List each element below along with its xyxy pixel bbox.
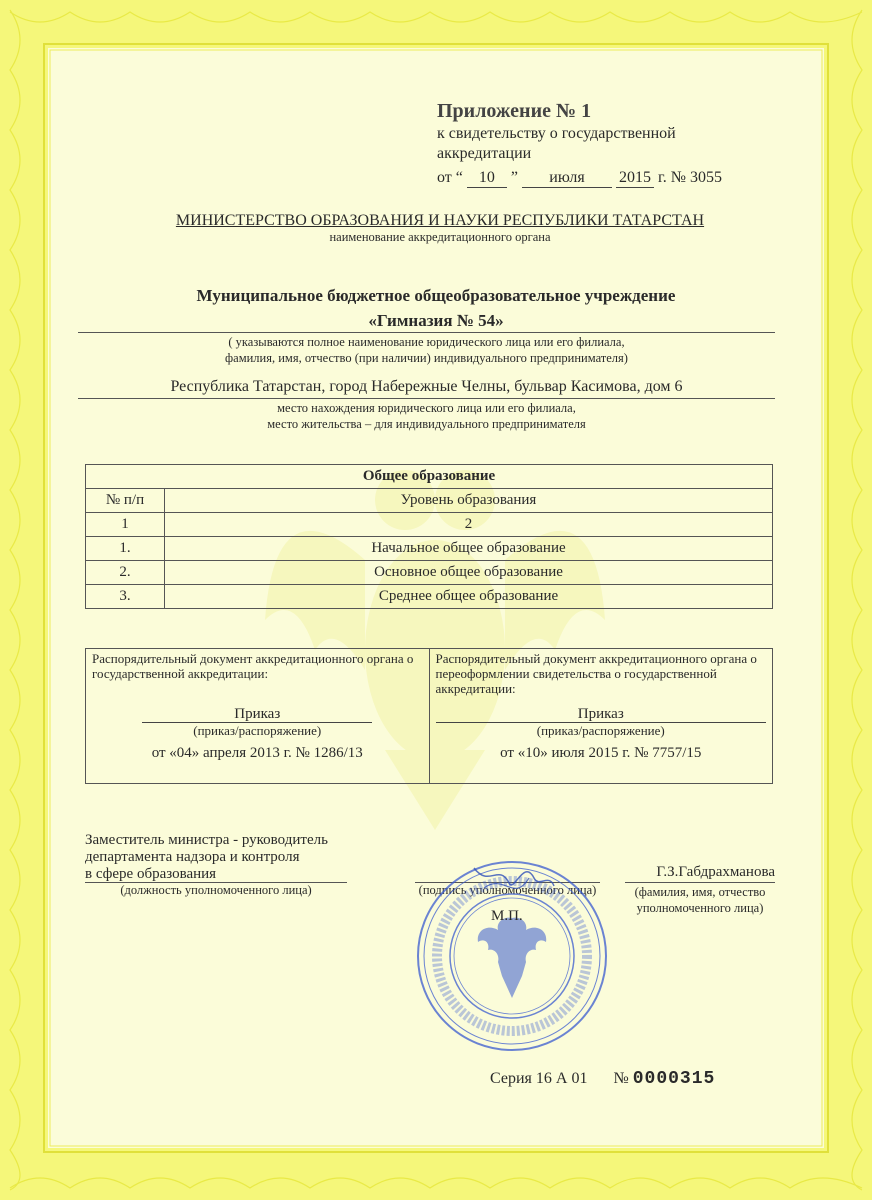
table-row <box>86 561 773 585</box>
signatory-position <box>85 832 328 883</box>
document-right-date: от «10» июля 2015 г. № 7757/15 <box>500 745 702 761</box>
address-underline <box>78 398 775 399</box>
appendix-subtitle-line2: аккредитации <box>437 145 532 162</box>
row-number: 1. <box>86 537 165 561</box>
numbering-cell-2: 2 <box>165 513 773 537</box>
date-day-close: ” <box>510 169 518 186</box>
date-year: 2015 <box>616 169 654 188</box>
document-left-type: Приказ <box>142 707 372 723</box>
address-value: Республика Татарстан, город Набережные Челны, бульвар Касимова, дом 6 <box>170 378 683 395</box>
table-title: Общее образование <box>86 465 773 489</box>
address-caption-line1: место нахождения юридического лица или его филиала, <box>277 401 576 415</box>
address-caption-line2: место жительства – для индивидуального предпринимателя <box>267 417 586 431</box>
address-caption <box>78 400 775 432</box>
position-line1: Заместитель министра - руководитель <box>85 832 328 848</box>
row-level: Начальное общее образование <box>165 537 773 561</box>
document-right-heading: Распорядительный документ аккредитационного органа о переоформлении свидетельства о государственной аккредитации: <box>435 651 757 696</box>
organization-caption <box>78 334 775 366</box>
stamp-label: М.П. <box>491 908 523 924</box>
row-number: 2. <box>86 561 165 585</box>
name-caption <box>615 884 785 916</box>
organization-underline <box>78 332 775 333</box>
document-right-type-caption: (приказ/распоряжение) <box>536 723 665 738</box>
organization-caption-line1: ( указываются полное наименование юридического лица или его филиала, <box>228 335 625 349</box>
series-label: Серия 16 А 01 <box>490 1070 588 1087</box>
appendix-number: г. № 3055 <box>658 169 723 186</box>
position-caption: (должность уполномоченного лица) <box>120 883 312 897</box>
name-caption-line1: (фамилия, имя, отчество <box>634 885 766 899</box>
ministry-block <box>90 212 790 245</box>
numbering-cell-1: 1 <box>86 513 165 537</box>
official-seal <box>414 858 610 1054</box>
col-number-header: № п/п <box>86 489 165 513</box>
appendix-subtitle-line1: к свидетельству о государственной <box>437 125 676 142</box>
serial-number: 0000315 <box>632 1069 716 1089</box>
document-left-heading: Распорядительный документ аккредитационного органа о государственной аккредитации: <box>92 651 414 681</box>
table-numbering-row <box>86 513 773 537</box>
document-right-type: Приказ <box>436 707 766 723</box>
date-day: 10 <box>467 169 507 188</box>
table-header-row <box>86 489 773 513</box>
table-title-row <box>86 465 773 489</box>
education-levels-table <box>85 464 773 609</box>
organization-name <box>80 283 792 333</box>
signatory-name: Г.З.Габдрахманова <box>656 864 775 880</box>
date-month: июля <box>522 169 612 188</box>
ministry-name: МИНИСТЕРСТВО ОБРАЗОВАНИЯ И НАУКИ РЕСПУБЛИКИ ТАТАРСТАН <box>175 212 705 229</box>
document-left-cell <box>86 649 430 784</box>
signature-caption: (подпись уполномоченного лица) <box>418 883 597 897</box>
appendix-subtitle <box>437 124 737 164</box>
appendix-title: Приложение № 1 <box>437 100 592 122</box>
position-line2: департамента надзора и контроля <box>85 849 300 865</box>
date-prefix: от “ <box>437 169 463 186</box>
document-left-date: от «04» апреля 2013 г. № 1286/13 <box>151 745 363 761</box>
col-level-header: Уровень образования <box>165 489 773 513</box>
organization-caption-line2: фамилия, имя, отчество (при наличии) индивидуального предпринимателя) <box>225 351 628 365</box>
organization-line1: Муниципальное бюджетное общеобразовательное учреждение <box>196 286 676 305</box>
position-line3: в сфере образования <box>85 866 217 882</box>
row-number: 3. <box>86 585 165 609</box>
accreditation-documents-table <box>85 648 773 784</box>
name-underline <box>625 882 775 883</box>
row-level: Основное общее образование <box>165 561 773 585</box>
ministry-caption: наименование аккредитационного органа <box>329 230 551 244</box>
number-sign: № <box>613 1070 629 1087</box>
table-row <box>86 585 773 609</box>
table-row <box>86 537 773 561</box>
organization-line2: «Гимназия № 54» <box>368 311 504 330</box>
document-right-cell <box>429 649 773 784</box>
row-level: Среднее общее образование <box>165 585 773 609</box>
document-left-type-caption: (приказ/распоряжение) <box>193 723 322 738</box>
serial-number-block <box>490 1069 715 1089</box>
name-caption-line2: уполномоченного лица) <box>636 901 764 915</box>
appendix-date-line <box>437 169 722 188</box>
